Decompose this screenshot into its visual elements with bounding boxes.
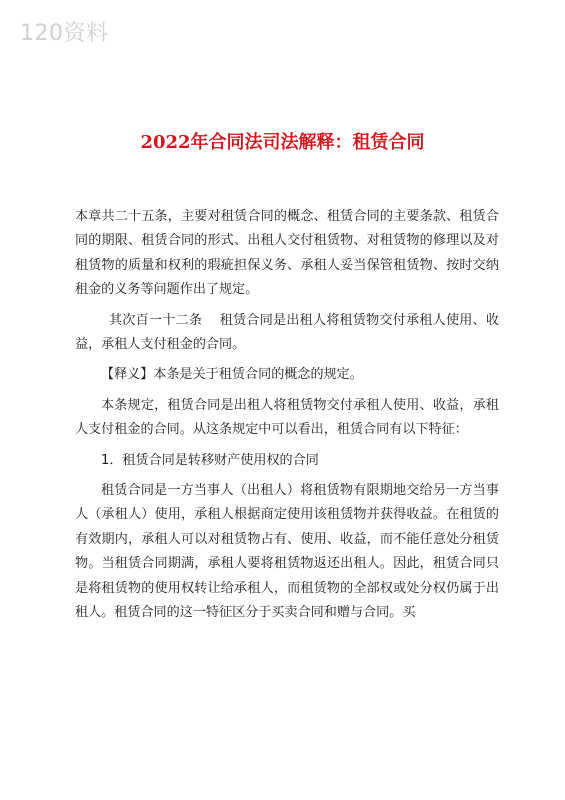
paragraph-interpretation: 【释义】本条是关于租赁合同的概念的规定。: [101, 367, 363, 383]
watermark-logo: 120资料: [20, 21, 109, 46]
paragraph-intro: 本章共二十五条，主要对租赁合同的概念、租赁合同的主要条款、租赁合同的期限、租赁合同的形式、出租人交付租赁物、对租赁物的修理以及对租赁物的质量和权利的瑕疵担保义务、承租人妥当保管租赁物、按时交纳租金的义务等问题作出了规定。: [75, 209, 499, 298]
document-body: [75, 205, 499, 626]
paragraph-provision: 本条规定，租赁合同是出租人将租赁物交付承租人使用、收益，承租人支付租金的合同。从这条规定中可以看出，租赁合同有以下特征：: [75, 397, 499, 438]
paragraph-explanation: 租赁合同是一方当事人（出租人）将租赁物有限期地交给另一方当事人（承租人）使用，承租人根据商定使用该租赁物并获得收益。在租赁的有效期内，承租人可以对租赁物占有、使用、收益，而不能任意处分租赁物。当租赁合同期满，承租人要将租赁物返还出租人。因此，租赁合同只是将租赁物的使用权转让给承租人，而租赁物的全部权或处分权仍属于出租人。租赁合同的这一特征区分于买卖合同和赠与合同。买: [75, 483, 499, 621]
paragraph-article: 其次百一十二条 租赁合同是出租人将租赁物交付承租人使用、收益，承租人支付租金的合同。: [75, 312, 499, 353]
paragraph-heading-1: 1．租赁合同是转移财产使用权的合同: [101, 452, 319, 468]
document-title: 2022年合同法司法解释：租赁合同: [140, 132, 425, 153]
